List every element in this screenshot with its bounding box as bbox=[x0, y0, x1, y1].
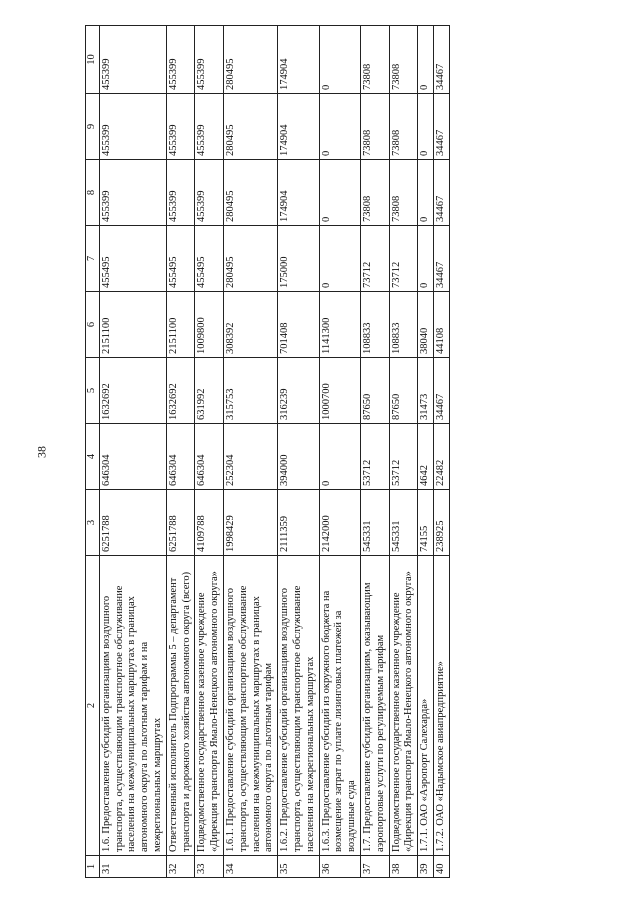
value-cell: 1009800 bbox=[195, 292, 224, 358]
value-cell: 0 bbox=[319, 26, 360, 94]
row-number-cell: 34 bbox=[223, 856, 277, 878]
header-cell: 5 bbox=[86, 358, 100, 424]
budget-table bbox=[85, 25, 450, 878]
value-cell: 455399 bbox=[99, 26, 166, 94]
value-cell: 38040 bbox=[418, 292, 434, 358]
table-row bbox=[360, 26, 389, 878]
row-name-cell: Подведомственное государственное казенное учреждение «Дирекция транспорта Ямало-Ненецкого автономного округа» bbox=[195, 556, 224, 856]
value-cell: 455399 bbox=[195, 26, 224, 94]
row-number-cell: 37 bbox=[360, 856, 389, 878]
table-row bbox=[278, 26, 319, 878]
row-name-cell: 1.6.1. Предоставление субсидий организациям воздушного транспорта, осуществляющим транспортное обслуживание населения на межмуниципальных маршрутах в границах автономного округа по льготным тарифам bbox=[223, 556, 277, 856]
row-number-cell: 32 bbox=[166, 856, 195, 878]
value-cell: 73712 bbox=[389, 226, 418, 292]
value-cell: 108833 bbox=[360, 292, 389, 358]
value-cell: 2142000 bbox=[319, 490, 360, 556]
value-cell: 34467 bbox=[433, 26, 449, 94]
row-number-cell: 33 bbox=[195, 856, 224, 878]
row-name-cell: 1.7.1. ОАО «Аэропорт Салехарда» bbox=[418, 556, 434, 856]
value-cell: 174904 bbox=[278, 94, 319, 160]
value-cell: 280495 bbox=[223, 26, 277, 94]
value-cell: 174904 bbox=[278, 26, 319, 94]
value-cell: 280495 bbox=[223, 94, 277, 160]
value-cell: 280495 bbox=[223, 160, 277, 226]
value-cell: 4109788 bbox=[195, 490, 224, 556]
header-cell: 4 bbox=[86, 424, 100, 490]
value-cell: 315753 bbox=[223, 358, 277, 424]
value-cell: 316239 bbox=[278, 358, 319, 424]
value-cell: 53712 bbox=[389, 424, 418, 490]
value-cell: 646304 bbox=[195, 424, 224, 490]
rotated-table-container bbox=[85, 26, 450, 878]
row-name-cell: 1.7.2. ОАО «Надымское авиапредприятие» bbox=[433, 556, 449, 856]
value-cell: 0 bbox=[418, 226, 434, 292]
value-cell: 34467 bbox=[433, 358, 449, 424]
value-cell: 31473 bbox=[418, 358, 434, 424]
value-cell: 53712 bbox=[360, 424, 389, 490]
value-cell: 455399 bbox=[195, 94, 224, 160]
value-cell: 1141300 bbox=[319, 292, 360, 358]
value-cell: 394000 bbox=[278, 424, 319, 490]
row-name-cell: Ответственный исполнитель Подпрограммы 5 – департамент транспорта и дорожного хозяйства автономного округа (всего) bbox=[166, 556, 195, 856]
value-cell: 6251788 bbox=[166, 490, 195, 556]
value-cell: 1000700 bbox=[319, 358, 360, 424]
header-cell: 8 bbox=[86, 160, 100, 226]
table-row bbox=[166, 26, 195, 878]
value-cell: 73808 bbox=[360, 94, 389, 160]
table-row bbox=[389, 26, 418, 878]
row-name-cell: 1.6.3. Предоставление субсидий из окружного бюджета на возмещение затрат по уплате лизинговых платежей за воздушные суда bbox=[319, 556, 360, 856]
value-cell: 1632692 bbox=[166, 358, 195, 424]
value-cell: 2151100 bbox=[99, 292, 166, 358]
value-cell: 631992 bbox=[195, 358, 224, 424]
value-cell: 545331 bbox=[360, 490, 389, 556]
header-cell: 7 bbox=[86, 226, 100, 292]
value-cell: 455399 bbox=[166, 94, 195, 160]
value-cell: 308392 bbox=[223, 292, 277, 358]
value-cell: 2111359 bbox=[278, 490, 319, 556]
row-number-cell: 38 bbox=[389, 856, 418, 878]
value-cell: 73808 bbox=[360, 160, 389, 226]
value-cell: 175000 bbox=[278, 226, 319, 292]
value-cell: 0 bbox=[319, 160, 360, 226]
value-cell: 545331 bbox=[389, 490, 418, 556]
page-number: 38 bbox=[34, 446, 49, 458]
value-cell: 73808 bbox=[360, 26, 389, 94]
value-cell: 4642 bbox=[418, 424, 434, 490]
value-cell: 174904 bbox=[278, 160, 319, 226]
row-name-cell: 1.6.2. Предоставление субсидий организациям воздушного транспорта, осуществляющим транспортное обслуживание населения на межрегиональных маршрутах bbox=[278, 556, 319, 856]
value-cell: 252304 bbox=[223, 424, 277, 490]
value-cell: 455399 bbox=[166, 26, 195, 94]
value-cell: 455495 bbox=[99, 226, 166, 292]
header-cell: 9 bbox=[86, 94, 100, 160]
value-cell: 0 bbox=[418, 160, 434, 226]
value-cell: 701408 bbox=[278, 292, 319, 358]
value-cell: 73808 bbox=[389, 160, 418, 226]
row-number-cell: 31 bbox=[99, 856, 166, 878]
table-row bbox=[433, 26, 449, 878]
value-cell: 646304 bbox=[99, 424, 166, 490]
value-cell: 34467 bbox=[433, 94, 449, 160]
value-cell: 0 bbox=[319, 226, 360, 292]
value-cell: 2151100 bbox=[166, 292, 195, 358]
value-cell: 1632692 bbox=[99, 358, 166, 424]
value-cell: 6251788 bbox=[99, 490, 166, 556]
value-cell: 74155 bbox=[418, 490, 434, 556]
value-cell: 0 bbox=[418, 94, 434, 160]
header-cell: 1 bbox=[86, 856, 100, 878]
table-row bbox=[195, 26, 224, 878]
row-number-cell: 36 bbox=[319, 856, 360, 878]
value-cell: 0 bbox=[319, 424, 360, 490]
value-cell: 455399 bbox=[99, 94, 166, 160]
header-cell: 6 bbox=[86, 292, 100, 358]
table-row bbox=[99, 26, 166, 878]
value-cell: 280495 bbox=[223, 226, 277, 292]
row-name-cell: 1.7. Предоставление субсидий организациям, оказывающим аэропортовые услуги по регулируемым тарифам bbox=[360, 556, 389, 856]
value-cell: 0 bbox=[418, 26, 434, 94]
value-cell: 73712 bbox=[360, 226, 389, 292]
value-cell: 1998429 bbox=[223, 490, 277, 556]
value-cell: 0 bbox=[319, 94, 360, 160]
row-name-cell: Подведомственное государственное казенное учреждение «Дирекция транспорта Ямало-Ненецкого автономного округа» bbox=[389, 556, 418, 856]
row-name-cell: 1.6. Предоставление субсидий организациям воздушного транспорта, осуществляющим транспортное обслуживание населения на межмуниципальных маршрутах в границах автономного округа по льготным тарифам и на межрегиональных маршрутах bbox=[99, 556, 166, 856]
value-cell: 108833 bbox=[389, 292, 418, 358]
value-cell: 34467 bbox=[433, 160, 449, 226]
header-cell: 10 bbox=[86, 26, 100, 94]
header-cell: 3 bbox=[86, 490, 100, 556]
value-cell: 34467 bbox=[433, 226, 449, 292]
value-cell: 73808 bbox=[389, 26, 418, 94]
value-cell: 73808 bbox=[389, 94, 418, 160]
value-cell: 455495 bbox=[166, 226, 195, 292]
table-header-row bbox=[86, 26, 100, 878]
value-cell: 455399 bbox=[166, 160, 195, 226]
value-cell: 455399 bbox=[99, 160, 166, 226]
value-cell: 44108 bbox=[433, 292, 449, 358]
value-cell: 455495 bbox=[195, 226, 224, 292]
row-number-cell: 40 bbox=[433, 856, 449, 878]
row-number-cell: 35 bbox=[278, 856, 319, 878]
table-row bbox=[418, 26, 434, 878]
row-number-cell: 39 bbox=[418, 856, 434, 878]
header-cell: 2 bbox=[86, 556, 100, 856]
value-cell: 238925 bbox=[433, 490, 449, 556]
value-cell: 87650 bbox=[389, 358, 418, 424]
value-cell: 87650 bbox=[360, 358, 389, 424]
table-row bbox=[223, 26, 277, 878]
value-cell: 22482 bbox=[433, 424, 449, 490]
value-cell: 646304 bbox=[166, 424, 195, 490]
table-row bbox=[319, 26, 360, 878]
value-cell: 455399 bbox=[195, 160, 224, 226]
